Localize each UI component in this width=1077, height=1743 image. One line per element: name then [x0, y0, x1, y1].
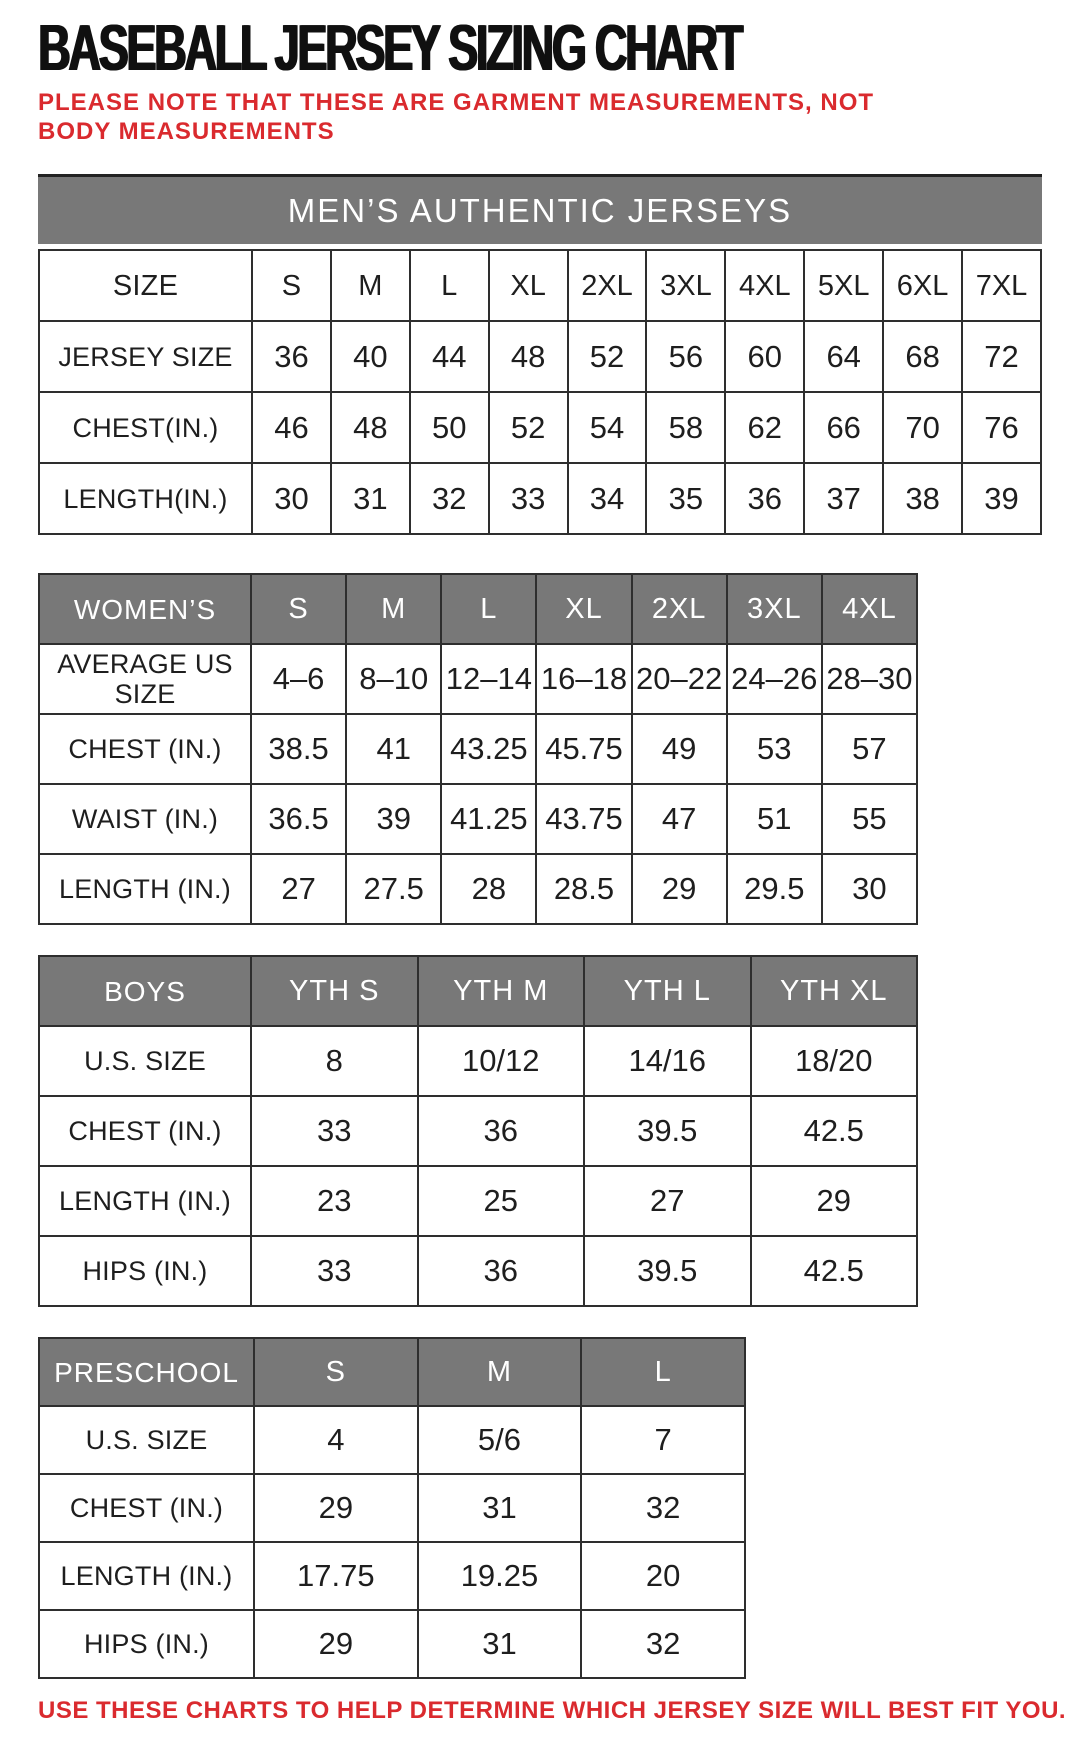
- column-header-cell: L: [441, 574, 536, 644]
- page-title-text: BASEBALL JERSEY SIZING CHART: [38, 11, 741, 85]
- table-row: [39, 1406, 745, 1474]
- column-header-cell: XL: [489, 250, 568, 321]
- value-cell: 43.25: [441, 714, 536, 784]
- value-cell: 7: [581, 1406, 745, 1474]
- value-cell: 32: [581, 1474, 745, 1542]
- column-header-cell: YTH M: [418, 956, 585, 1026]
- value-cell: 41.25: [441, 784, 536, 854]
- value-cell: 35: [646, 463, 725, 534]
- value-cell: 57: [822, 714, 917, 784]
- column-header-cell: L: [581, 1338, 745, 1406]
- table-row: [39, 1166, 917, 1236]
- value-cell: 33: [489, 463, 568, 534]
- value-cell: 52: [568, 321, 647, 392]
- row-label-cell: SIZE: [39, 250, 252, 321]
- value-cell: 4–6: [251, 644, 346, 714]
- value-cell: 27.5: [346, 854, 441, 924]
- value-cell: 72: [962, 321, 1041, 392]
- value-cell: 30: [822, 854, 917, 924]
- column-header-cell: 6XL: [883, 250, 962, 321]
- column-header-cell: 4XL: [725, 250, 804, 321]
- table-row: [39, 1236, 917, 1306]
- column-header-cell: YTH S: [251, 956, 418, 1026]
- value-cell: 29: [254, 1474, 418, 1542]
- mens-authentic-jerseys-banner: MEN’S AUTHENTIC JERSEYS: [38, 174, 1042, 244]
- value-cell: 33: [251, 1236, 418, 1306]
- value-cell: 50: [410, 392, 489, 463]
- column-header-cell: S: [252, 250, 331, 321]
- row-label-cell: LENGTH (IN.): [39, 854, 251, 924]
- value-cell: 29: [751, 1166, 918, 1236]
- value-cell: 31: [418, 1474, 582, 1542]
- value-cell: 66: [804, 392, 883, 463]
- column-header-cell: M: [418, 1338, 582, 1406]
- value-cell: 64: [804, 321, 883, 392]
- column-header-cell: L: [410, 250, 489, 321]
- row-label-cell: AVERAGE US SIZE: [39, 644, 251, 714]
- value-cell: 34: [568, 463, 647, 534]
- column-header-cell: YTH XL: [751, 956, 918, 1026]
- value-cell: 16–18: [536, 644, 631, 714]
- value-cell: 70: [883, 392, 962, 463]
- value-cell: 27: [251, 854, 346, 924]
- mens-size-table: [38, 249, 1042, 535]
- value-cell: 43.75: [536, 784, 631, 854]
- value-cell: 36.5: [251, 784, 346, 854]
- value-cell: 51: [727, 784, 822, 854]
- value-cell: 41: [346, 714, 441, 784]
- value-cell: 20–22: [632, 644, 727, 714]
- value-cell: 55: [822, 784, 917, 854]
- value-cell: 39: [962, 463, 1041, 534]
- column-header-cell: M: [331, 250, 410, 321]
- row-label-cell: PRESCHOOL: [39, 1338, 254, 1406]
- row-label-cell: CHEST (IN.): [39, 1096, 251, 1166]
- column-header-cell: 2XL: [568, 250, 647, 321]
- row-label-cell: CHEST (IN.): [39, 1474, 254, 1542]
- value-cell: 54: [568, 392, 647, 463]
- value-cell: 56: [646, 321, 725, 392]
- row-label-cell: LENGTH (IN.): [39, 1542, 254, 1610]
- value-cell: 39.5: [584, 1096, 751, 1166]
- value-cell: 4: [254, 1406, 418, 1474]
- value-cell: 76: [962, 392, 1041, 463]
- value-cell: 48: [331, 392, 410, 463]
- column-header-cell: 2XL: [632, 574, 727, 644]
- value-cell: 29.5: [727, 854, 822, 924]
- table-row: [39, 1542, 745, 1610]
- table-row: [39, 1610, 745, 1678]
- column-header-cell: 7XL: [962, 250, 1041, 321]
- value-cell: 44: [410, 321, 489, 392]
- row-label-cell: BOYS: [39, 956, 251, 1026]
- value-cell: 39: [346, 784, 441, 854]
- header-row: [39, 250, 1041, 321]
- table-row: [39, 714, 917, 784]
- row-label-cell: HIPS (IN.): [39, 1236, 251, 1306]
- value-cell: 42.5: [751, 1236, 918, 1306]
- value-cell: 24–26: [727, 644, 822, 714]
- value-cell: 53: [727, 714, 822, 784]
- boys-size-table: [38, 955, 918, 1307]
- row-label-cell: JERSEY SIZE: [39, 321, 252, 392]
- value-cell: 62: [725, 392, 804, 463]
- header-row: [39, 574, 917, 644]
- preschool-size-table: [38, 1337, 746, 1679]
- table-row: [39, 854, 917, 924]
- value-cell: 45.75: [536, 714, 631, 784]
- value-cell: 36: [725, 463, 804, 534]
- value-cell: 36: [252, 321, 331, 392]
- value-cell: 12–14: [441, 644, 536, 714]
- value-cell: 28: [441, 854, 536, 924]
- row-label-cell: U.S. SIZE: [39, 1026, 251, 1096]
- value-cell: 8: [251, 1026, 418, 1096]
- value-cell: 14/16: [584, 1026, 751, 1096]
- value-cell: 8–10: [346, 644, 441, 714]
- table-row: [39, 392, 1041, 463]
- column-header-cell: 4XL: [822, 574, 917, 644]
- row-label-cell: LENGTH (IN.): [39, 1166, 251, 1236]
- value-cell: 38.5: [251, 714, 346, 784]
- value-cell: 42.5: [751, 1096, 918, 1166]
- header-row: [39, 1338, 745, 1406]
- value-cell: 52: [489, 392, 568, 463]
- value-cell: 58: [646, 392, 725, 463]
- value-cell: 19.25: [418, 1542, 582, 1610]
- measurement-note: PLEASE NOTE THAT THESE ARE GARMENT MEASUREMENTS, NOT BODY MEASUREMENTS: [38, 88, 875, 145]
- column-header-cell: YTH L: [584, 956, 751, 1026]
- value-cell: 48: [489, 321, 568, 392]
- footer-note: USE THESE CHARTS TO HELP DETERMINE WHICH JERSEY SIZE WILL BEST FIT YOU.: [38, 1697, 1067, 1725]
- row-label-cell: U.S. SIZE: [39, 1406, 254, 1474]
- value-cell: 49: [632, 714, 727, 784]
- row-label-cell: HIPS (IN.): [39, 1610, 254, 1678]
- column-header-cell: XL: [536, 574, 631, 644]
- value-cell: 20: [581, 1542, 745, 1610]
- value-cell: 27: [584, 1166, 751, 1236]
- value-cell: 36: [418, 1236, 585, 1306]
- table-row: [39, 1096, 917, 1166]
- column-header-cell: M: [346, 574, 441, 644]
- value-cell: 68: [883, 321, 962, 392]
- value-cell: 29: [632, 854, 727, 924]
- table-row: [39, 321, 1041, 392]
- value-cell: 33: [251, 1096, 418, 1166]
- value-cell: 29: [254, 1610, 418, 1678]
- header-row: [39, 956, 917, 1026]
- table-row: [39, 1026, 917, 1096]
- value-cell: 23: [251, 1166, 418, 1236]
- value-cell: 10/12: [418, 1026, 585, 1096]
- value-cell: 37: [804, 463, 883, 534]
- table-row: [39, 784, 917, 854]
- value-cell: 36: [418, 1096, 585, 1166]
- column-header-cell: S: [251, 574, 346, 644]
- value-cell: 5/6: [418, 1406, 582, 1474]
- column-header-cell: 3XL: [727, 574, 822, 644]
- value-cell: 18/20: [751, 1026, 918, 1096]
- page-title: [38, 11, 1077, 85]
- row-label-cell: CHEST(IN.): [39, 392, 252, 463]
- value-cell: 30: [252, 463, 331, 534]
- value-cell: 28.5: [536, 854, 631, 924]
- row-label-cell: LENGTH(IN.): [39, 463, 252, 534]
- value-cell: 32: [581, 1610, 745, 1678]
- value-cell: 31: [418, 1610, 582, 1678]
- value-cell: 32: [410, 463, 489, 534]
- table-row: [39, 1474, 745, 1542]
- row-label-cell: WOMEN’S: [39, 574, 251, 644]
- value-cell: 17.75: [254, 1542, 418, 1610]
- table-row: [39, 644, 917, 714]
- column-header-cell: 3XL: [646, 250, 725, 321]
- value-cell: 40: [331, 321, 410, 392]
- value-cell: 25: [418, 1166, 585, 1236]
- row-label-cell: CHEST (IN.): [39, 714, 251, 784]
- womens-size-table: [38, 573, 918, 925]
- value-cell: 28–30: [822, 644, 917, 714]
- table-row: [39, 463, 1041, 534]
- value-cell: 47: [632, 784, 727, 854]
- value-cell: 39.5: [584, 1236, 751, 1306]
- value-cell: 31: [331, 463, 410, 534]
- column-header-cell: 5XL: [804, 250, 883, 321]
- value-cell: 38: [883, 463, 962, 534]
- value-cell: 60: [725, 321, 804, 392]
- row-label-cell: WAIST (IN.): [39, 784, 251, 854]
- column-header-cell: S: [254, 1338, 418, 1406]
- value-cell: 46: [252, 392, 331, 463]
